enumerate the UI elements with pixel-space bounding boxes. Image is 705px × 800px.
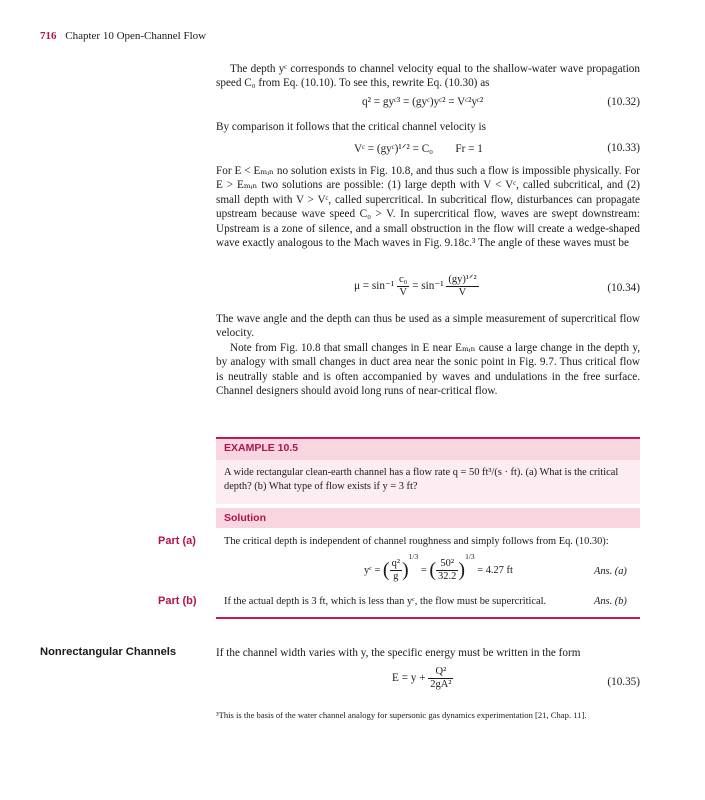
numerator: (gy)¹ᐟ² [448, 274, 477, 285]
equation-number: (10.34) [607, 282, 640, 294]
side-heading: Nonrectangular Channels [40, 646, 177, 658]
denominator: V [399, 287, 407, 298]
equation-10-33 [216, 142, 640, 164]
paragraph-6: If the channel width varies with y, the specific energy must be written in the form [216, 647, 581, 659]
example-bottom-rule [216, 617, 640, 619]
equation-10-34 [216, 274, 640, 306]
paragraph-1: The depth yᶜ corresponds to channel velocity equal to the shallow-water wave propagation speed C₀ from Eq. (10.10). To see this, rewrite Eq. (10.30) as [216, 63, 640, 90]
part-b-answer: Ans. (b) [594, 596, 627, 607]
part-a-answer: Ans. (a) [594, 566, 627, 577]
eq-mid: = sin⁻¹ [412, 280, 444, 293]
fraction-q2-over-2ga2 [428, 666, 453, 691]
eq-equals: = [420, 565, 427, 576]
equation-body: q² = gyᶜ³ = (gyᶜ)yᶜ² = Vᶜ²yᶜ² [362, 96, 484, 108]
equation-10-35 [216, 666, 640, 698]
solution-label: Solution [224, 512, 266, 524]
equation-body: Vᶜ = (gyᶜ)¹ᐟ² = C₀ Fr = 1 [354, 143, 483, 155]
part-b-label: Part (b) [158, 595, 197, 607]
numerator: Q² [428, 666, 453, 679]
paragraph-2: By comparison it follows that the critical channel velocity is [216, 121, 486, 133]
solution-header-band [216, 508, 640, 528]
page-number: 716 [40, 30, 57, 42]
paragraph-3: For E < Eₘᵢₙ no solution exists in Fig. 10.8, and thus such a flow is impossible physically. For E > Eₘᵢₙ two solutions are possible: (1) large depth with V < Vᶜ, called subcritical, and (2) small depth with V > Vᶜ, called supercritical. In subcritical flow, disturbances can propagate upstream because wave speed C₀ > V. In supercritical flow, waves are swept downstream: Upstream is a zone of silence, and a small obstruction in the flow will create a wedge-shaped wave exactly analogous to the Mach waves in Fig. 9.18c.³ The angle of these waves must be [216, 165, 640, 250]
equation-number: (10.32) [607, 96, 640, 108]
denominator: V [458, 287, 467, 298]
fraction-50sq-over-32 [436, 558, 458, 583]
eq-lhs: μ = sin⁻¹ [354, 280, 395, 293]
equation-10-32 [216, 96, 640, 118]
equation-number: (10.33) [607, 142, 640, 154]
part-b-text: If the actual depth is 3 ft, which is less than yᶜ, the flow must be supercritical. [224, 596, 547, 607]
example-title: EXAMPLE 10.5 [224, 442, 299, 454]
part-a-text: The critical depth is independent of channel roughness and simply follows from Eq. (10.30): [224, 536, 609, 547]
eq-lhs: yᶜ = [364, 565, 381, 576]
numerator: 50² [436, 558, 458, 571]
numerator: c₀ [399, 274, 408, 285]
equation-number: (10.35) [607, 676, 640, 688]
eq-result: = 4.27 ft [477, 565, 513, 576]
equation-body [354, 274, 479, 299]
fraction-gy-over-v [446, 274, 478, 299]
example-problem: A wide rectangular clean-earth channel has a flow rate q = 50 ft³/(s · ft). (a) What is the critical depth? (b) What type of flow exists if y = 3 ft? [224, 467, 619, 492]
equation-body [392, 666, 453, 691]
denominator: 2gA² [430, 679, 452, 690]
fraction-q2-over-g [390, 558, 402, 583]
eq-lhs: E = y + [392, 672, 426, 685]
denominator: g [393, 571, 399, 583]
part-a-label: Part (a) [158, 535, 196, 547]
paragraph-5: Note from Fig. 10.8 that small changes in E near Eₘᵢₙ cause a large change in the depth y, by analogy with small changes in duct area near the sonic point in Fig. 9.7. Thus critical flow is neutrally stable and is often accompanied by waves and undulations in the free surface. Channel designers should avoid long runs of near-critical flow. [216, 342, 640, 398]
exponent: 1/3 [408, 552, 419, 561]
equation-critical-depth: yᶜ = ( $\frac{\text{q²}}{g}$ )$^{1/3}$ = ( $\frac{\text{50²}}{32.2}$ )$^{1/3}$ = 4.27 ft [364, 552, 513, 583]
paragraph-4: The wave angle and the depth can thus be used as a simple measurement of supercritical flow velocity. [216, 313, 640, 340]
numerator: q² [391, 558, 400, 570]
denominator: 32.2 [438, 571, 457, 583]
fraction-c0-over-v [397, 274, 409, 299]
footnote: ³This is the basis of the water channel analogy for supersonic gas dynamics experimentation [21, Chap. 11]. [216, 710, 587, 720]
running-header [40, 30, 206, 42]
exponent: 1/3 [465, 552, 475, 561]
chapter-title: Chapter 10 Open-Channel Flow [65, 30, 207, 42]
